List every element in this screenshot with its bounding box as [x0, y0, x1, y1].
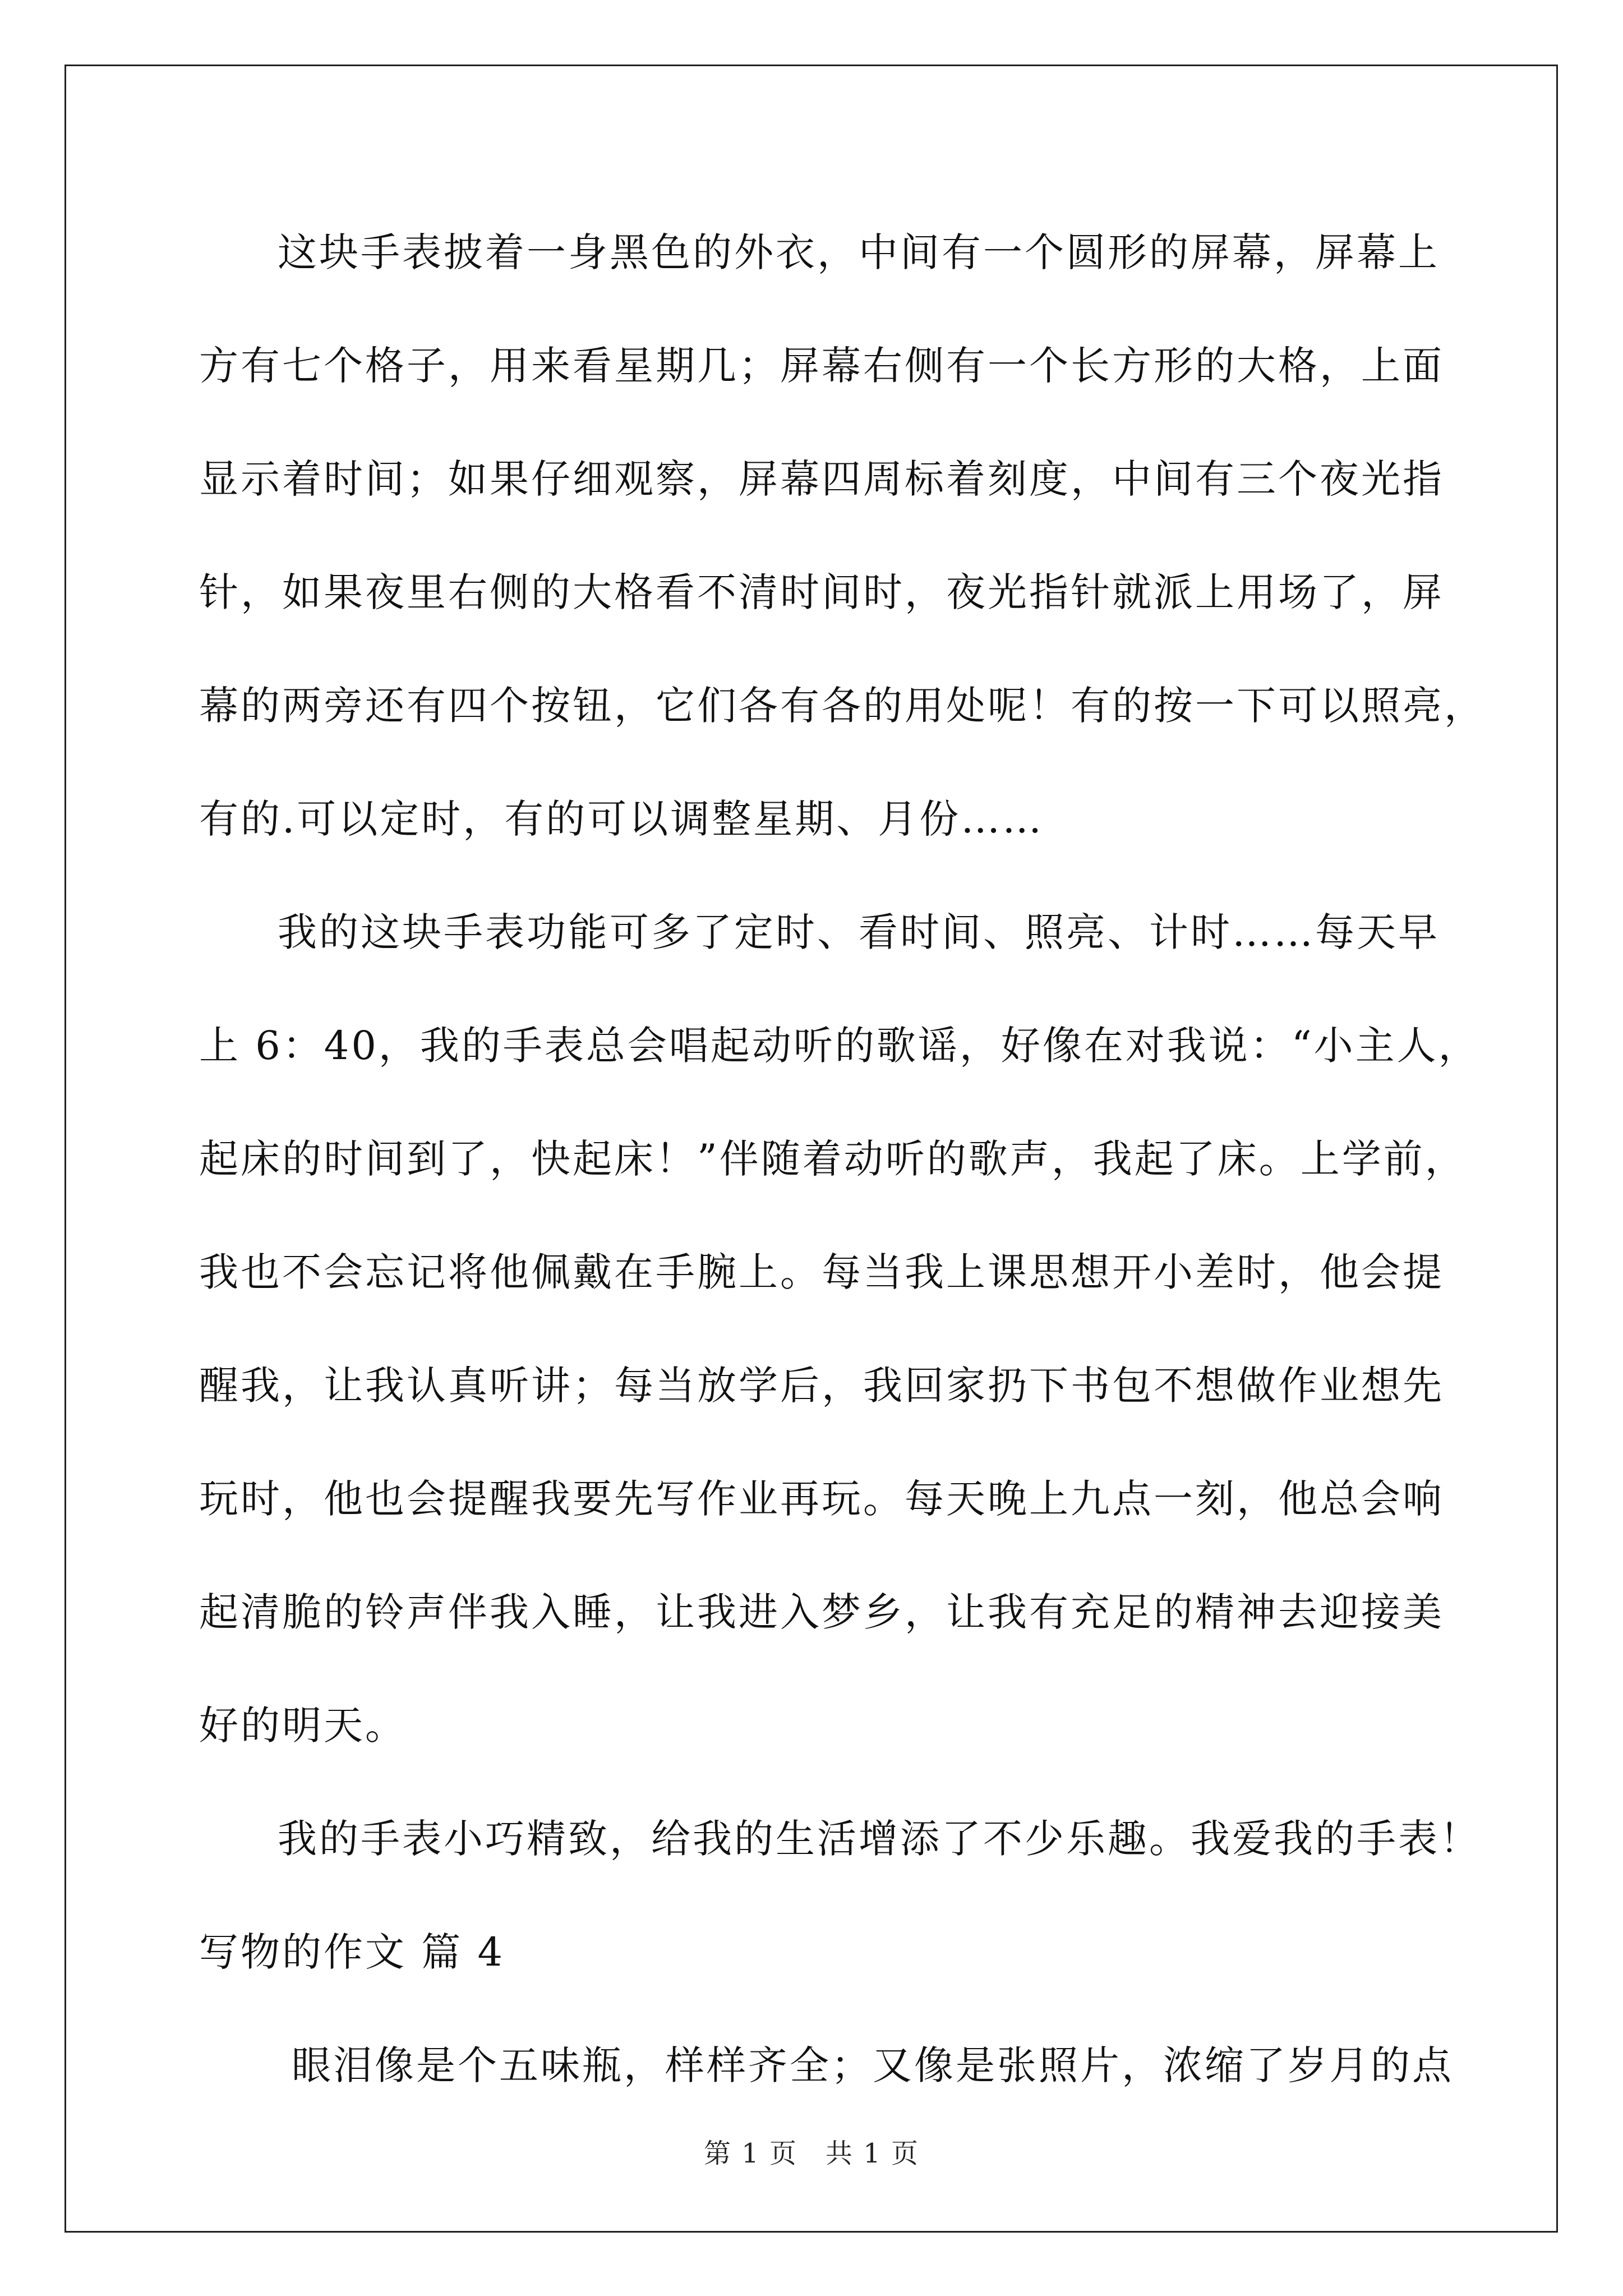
- paragraph-line: 玩时，他也会提醒我要先写作业再玩。每天晚上九点一刻，他总会响: [199, 1476, 1444, 1522]
- paragraph-line: 我的手表小巧精致，给我的生活增添了不少乐趣。我爱我的手表！: [278, 1816, 1481, 1862]
- paragraph-line: 这块手表披着一身黑色的外衣，中间有一个圆形的屏幕，屏幕上: [278, 229, 1440, 275]
- document-body: [199, 219, 1486, 2145]
- paragraph-line: 我也不会忘记将他佩戴在手腕上。每当我上课思想开小差时，他会提: [199, 1249, 1444, 1295]
- paragraph-line: 好的明天。: [199, 1703, 407, 1749]
- paragraph-line: 有的.可以定时，有的可以调整星期、月份……: [199, 796, 1044, 842]
- paragraph-line: 方有七个格子，用来看星期几；屏幕右侧有一个长方形的大格，上面: [199, 343, 1444, 389]
- paragraph-line: 眼泪像是个五味瓶，样样齐全；又像是张照片，浓缩了岁月的点: [292, 2042, 1454, 2088]
- paragraph-line: 幕的两旁还有四个按钮，它们各有各的用处呢！有的按一下可以照亮，: [199, 683, 1486, 729]
- paragraph-line: 针，如果夜里右侧的大格看不清时间时，夜光指针就派上用场了，屏: [199, 569, 1444, 615]
- paragraph-line: 醒我，让我认真听讲；每当放学后，我回家扔下书包不想做作业想先: [199, 1363, 1444, 1409]
- paragraph-line: 起清脆的铃声伴我入睡，让我进入梦乡，让我有充足的精神去迎接美: [199, 1589, 1444, 1635]
- paragraph-line: 我的这块手表功能可多了定时、看时间、照亮、计时……每天早: [278, 909, 1440, 955]
- section-heading: 写物的作文 篇 4: [199, 1929, 505, 1975]
- paragraph-line: 显示着时间；如果仔细观察，屏幕四周标着刻度，中间有三个夜光指: [199, 456, 1444, 502]
- page-footer: 第 1 页 共 1 页: [703, 2138, 920, 2169]
- paragraph-line: 上 6：40，我的手表总会唱起动听的歌谣，好像在对我说：“小主人，: [199, 1023, 1480, 1069]
- paragraph-line: 起床的时间到了，快起床！”伴随着动听的歌声，我起了床。上学前，: [199, 1136, 1467, 1182]
